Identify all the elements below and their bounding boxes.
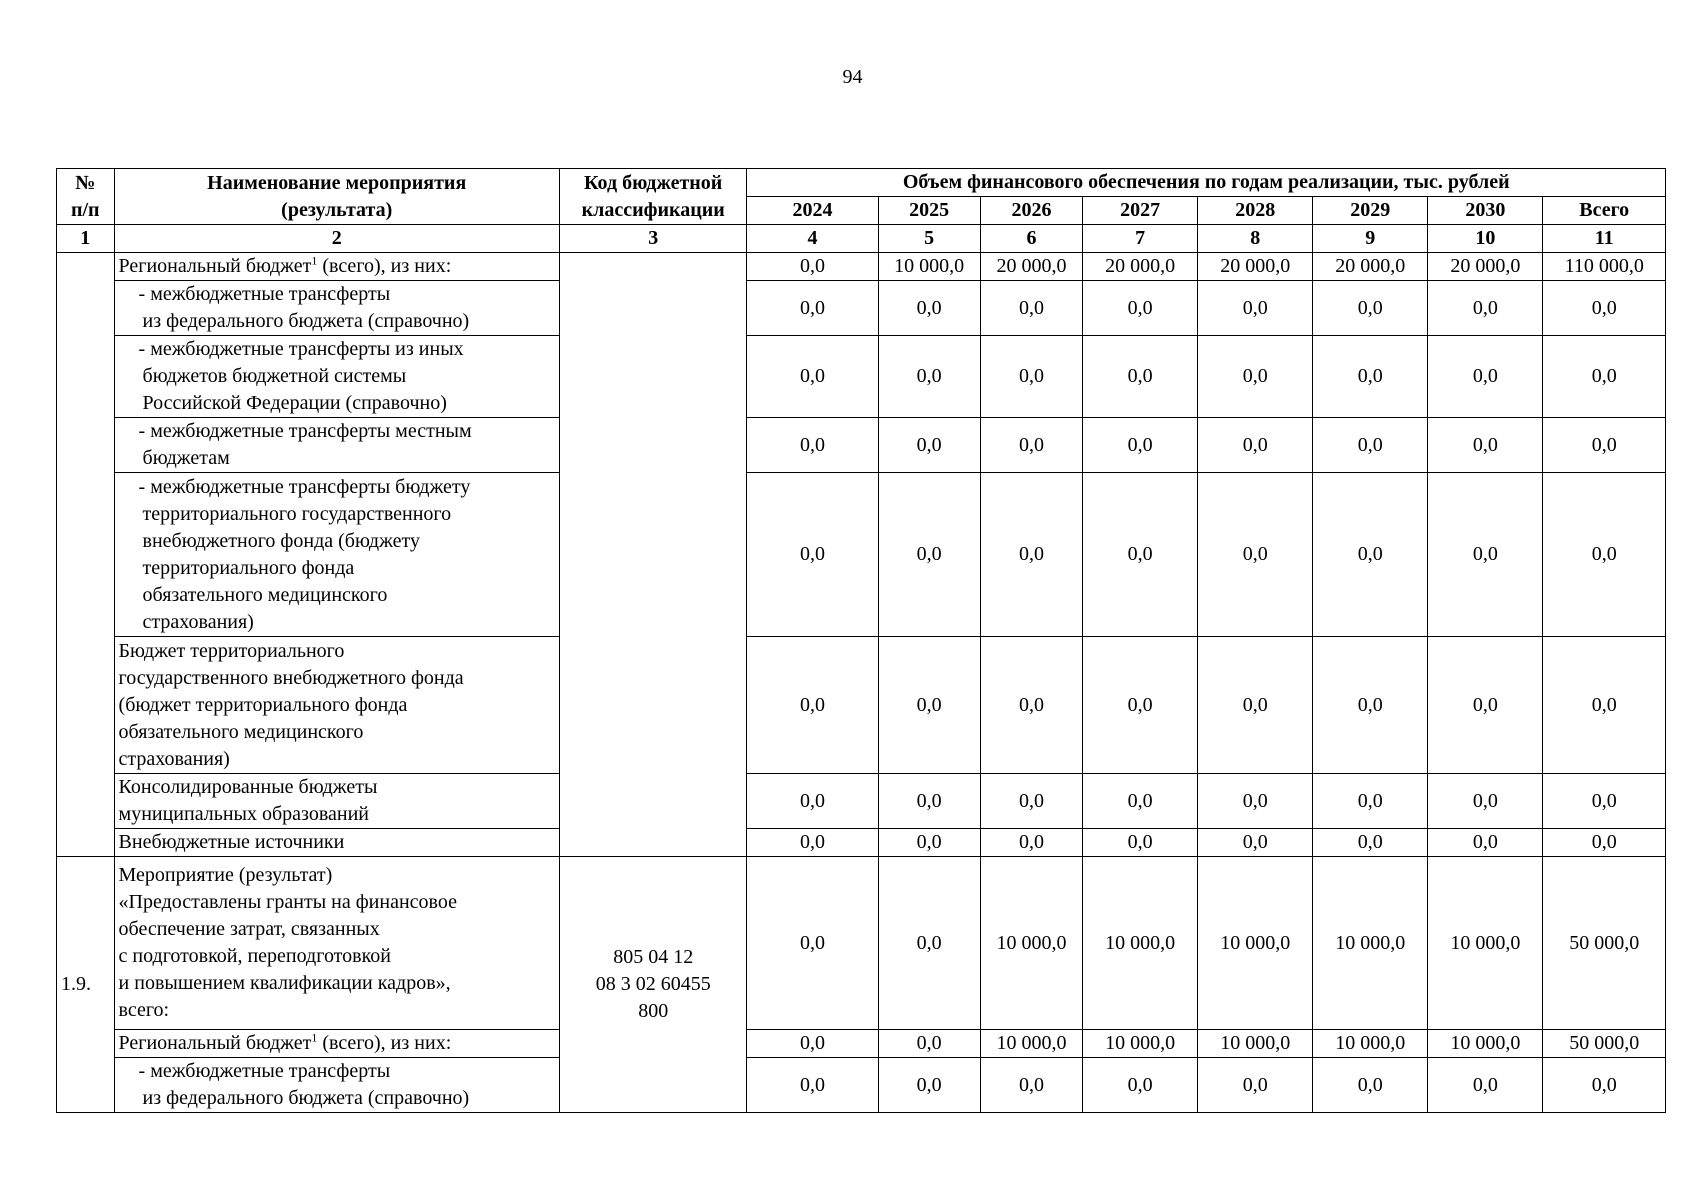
header-year-2030: 2030 xyxy=(1428,197,1543,225)
column-index: 7 xyxy=(1083,225,1198,253)
column-index: 5 xyxy=(878,225,980,253)
header-col-name-line1: Наименование мероприятия xyxy=(207,171,467,194)
value-cell: 0,0 xyxy=(1543,336,1666,418)
value-cell: 0,0 xyxy=(747,637,878,774)
column-index: 1 xyxy=(57,225,115,253)
header-col-code-line1: Код бюджетной xyxy=(584,171,723,194)
header-year-2025: 2025 xyxy=(878,197,980,225)
footnote-marker: 1 xyxy=(311,1030,318,1045)
value-cell: 0,0 xyxy=(878,774,980,829)
value-cell: 0,0 xyxy=(878,336,980,418)
value-cell: 0,0 xyxy=(980,637,1082,774)
value-cell: 0,0 xyxy=(747,473,878,637)
header-col-name-line2: (результата) xyxy=(281,198,393,221)
value-cell: 0,0 xyxy=(747,336,878,418)
row-name xyxy=(114,829,559,857)
value-cell: 0,0 xyxy=(1543,774,1666,829)
row-name-line xyxy=(119,1030,555,1057)
value-cell: 0,0 xyxy=(747,1030,878,1058)
value-cell: 0,0 xyxy=(1198,281,1313,336)
column-index: 4 xyxy=(747,225,878,253)
value-cell: 0,0 xyxy=(1313,336,1428,418)
value-cell: 0,0 xyxy=(1313,473,1428,637)
value-cell: 0,0 xyxy=(980,774,1082,829)
header-year-2026: 2026 xyxy=(980,197,1082,225)
value-cell: 110 000,0 xyxy=(1543,253,1666,281)
row-name-line: государственного внебюджетного фонда xyxy=(118,666,464,689)
value-cell: 10 000,0 xyxy=(980,1030,1082,1058)
table-row xyxy=(57,637,1666,774)
value-cell: 0,0 xyxy=(1083,473,1198,637)
value-cell: 0,0 xyxy=(980,829,1082,857)
value-cell: 10 000,0 xyxy=(1083,1030,1198,1058)
value-cell: 0,0 xyxy=(878,637,980,774)
financing-table xyxy=(56,168,1666,1113)
row-name-suffix: (всего), из них: xyxy=(317,255,452,277)
value-cell: 0,0 xyxy=(878,418,980,473)
header-col-code-line2: классификации xyxy=(581,198,725,221)
row-name-line: обеспечение затрат, связанных xyxy=(118,918,380,940)
value-cell: 0,0 xyxy=(747,774,878,829)
column-index: 2 xyxy=(114,225,559,253)
value-cell: 20 000,0 xyxy=(1083,253,1198,281)
value-cell: 0,0 xyxy=(1428,774,1543,829)
value-cell: 0,0 xyxy=(1543,1058,1666,1113)
row-name-line: - межбюджетные трансферты xyxy=(138,1060,391,1082)
value-cell: 0,0 xyxy=(1543,418,1666,473)
header-col-name xyxy=(114,169,559,225)
value-cell: 0,0 xyxy=(1313,281,1428,336)
value-cell: 10 000,0 xyxy=(1313,1030,1428,1058)
row-name-line: из федерального бюджета (справочно) xyxy=(142,310,470,332)
budget-code-line: 800 xyxy=(638,1000,669,1022)
value-cell: 0,0 xyxy=(747,1058,878,1113)
value-cell: 10 000,0 xyxy=(1428,1030,1543,1058)
header-year-Всего: Всего xyxy=(1543,197,1666,225)
row-name-suffix: (всего), из них: xyxy=(317,1032,452,1054)
row-name-line: и повышением квалификации кадров», xyxy=(118,972,451,994)
header-col-num xyxy=(57,169,115,225)
value-cell: 0,0 xyxy=(878,473,980,637)
table-row xyxy=(57,1030,1666,1058)
row-name-line: «Предоставлены гранты на финансовое xyxy=(118,891,457,913)
page-number: 94 xyxy=(842,66,863,88)
row-name-line xyxy=(119,253,555,280)
row-number xyxy=(57,253,115,857)
value-cell: 0,0 xyxy=(878,281,980,336)
row-name-line: территориального государственного xyxy=(142,502,452,525)
value-cell: 0,0 xyxy=(1198,473,1313,637)
row-name xyxy=(114,281,559,336)
row-name-line: Внебюджетные источники xyxy=(118,831,345,853)
table-row xyxy=(57,857,1666,1030)
value-cell: 0,0 xyxy=(747,857,878,1030)
header-row-1 xyxy=(57,169,1666,197)
value-cell: 10 000,0 xyxy=(1428,857,1543,1030)
value-cell: 0,0 xyxy=(1428,637,1543,774)
value-cell: 0,0 xyxy=(980,1058,1082,1113)
value-cell: 0,0 xyxy=(1198,418,1313,473)
column-index: 3 xyxy=(559,225,747,253)
row-name-line: страхования) xyxy=(142,610,254,633)
value-cell: 10 000,0 xyxy=(1198,857,1313,1030)
column-index: 10 xyxy=(1428,225,1543,253)
row-name-line: территориального фонда xyxy=(142,556,355,579)
value-cell: 0,0 xyxy=(980,418,1082,473)
row-name-line: - межбюджетные трансферты местным xyxy=(138,420,472,442)
value-cell: 0,0 xyxy=(1083,418,1198,473)
table-row xyxy=(57,1058,1666,1113)
row-name-line: из федерального бюджета (справочно) xyxy=(142,1087,470,1109)
row-name-line: муниципальных образований xyxy=(118,803,369,825)
row-name-line: всего: xyxy=(118,999,170,1021)
row-name xyxy=(114,253,559,281)
value-cell: 0,0 xyxy=(878,1058,980,1113)
value-cell: 0,0 xyxy=(1313,774,1428,829)
column-index: 8 xyxy=(1198,225,1313,253)
row-name-line: внебюджетного фонда (бюджету xyxy=(142,529,420,552)
row-name xyxy=(114,336,559,418)
table-row xyxy=(57,336,1666,418)
value-cell: 0,0 xyxy=(1313,418,1428,473)
budget-code-line: 805 04 12 xyxy=(613,946,694,968)
value-cell: 10 000,0 xyxy=(1198,1030,1313,1058)
value-cell: 0,0 xyxy=(1198,774,1313,829)
value-cell: 20 000,0 xyxy=(980,253,1082,281)
header-col-num-line1: № xyxy=(75,171,96,194)
row-name xyxy=(114,637,559,774)
budget-code xyxy=(559,253,747,857)
value-cell: 0,0 xyxy=(1543,281,1666,336)
row-name-line: страхования) xyxy=(118,747,230,770)
value-cell: 0,0 xyxy=(1313,637,1428,774)
value-cell: 10 000,0 xyxy=(1313,857,1428,1030)
column-index: 9 xyxy=(1313,225,1428,253)
value-cell: 50 000,0 xyxy=(1543,1030,1666,1058)
value-cell: 0,0 xyxy=(747,253,878,281)
row-name-line: - межбюджетные трансферты бюджету xyxy=(138,475,471,498)
value-cell: 0,0 xyxy=(1198,336,1313,418)
value-cell: 0,0 xyxy=(1543,473,1666,637)
header-year-2024: 2024 xyxy=(747,197,878,225)
row-name xyxy=(114,1058,559,1113)
footnote-marker: 1 xyxy=(311,253,318,268)
table-row xyxy=(57,473,1666,637)
value-cell: 10 000,0 xyxy=(980,857,1082,1030)
value-cell: 0,0 xyxy=(1428,829,1543,857)
column-index: 6 xyxy=(980,225,1082,253)
value-cell: 0,0 xyxy=(747,829,878,857)
value-cell: 0,0 xyxy=(1083,1058,1198,1113)
value-cell: 0,0 xyxy=(1198,637,1313,774)
row-name-line: обязательного медицинского xyxy=(118,720,364,743)
value-cell: 0,0 xyxy=(878,829,980,857)
value-cell: 0,0 xyxy=(1083,774,1198,829)
value-cell: 0,0 xyxy=(1083,336,1198,418)
value-cell: 0,0 xyxy=(878,1030,980,1058)
value-cell: 0,0 xyxy=(1198,1058,1313,1113)
value-cell: 0,0 xyxy=(1428,281,1543,336)
value-cell: 0,0 xyxy=(1083,637,1198,774)
table-row xyxy=(57,829,1666,857)
table-row xyxy=(57,281,1666,336)
row-name xyxy=(114,774,559,829)
row-name xyxy=(114,418,559,473)
row-name-text: Региональный бюджет xyxy=(118,1032,312,1054)
value-cell: 20 000,0 xyxy=(1313,253,1428,281)
value-cell: 0,0 xyxy=(980,336,1082,418)
value-cell: 0,0 xyxy=(1428,473,1543,637)
value-cell: 0,0 xyxy=(980,281,1082,336)
value-cell: 0,0 xyxy=(1198,829,1313,857)
table-row xyxy=(57,774,1666,829)
value-cell: 10 000,0 xyxy=(1083,857,1198,1030)
row-name-line: бюджетам xyxy=(142,447,230,469)
header-year-2029: 2029 xyxy=(1313,197,1428,225)
row-name-line: Мероприятие (результат) xyxy=(118,864,333,886)
header-col-num-line2: п/п xyxy=(70,198,100,221)
row-name-line: обязательного медицинского xyxy=(142,583,388,606)
header-col-code xyxy=(559,169,747,225)
row-name-line: бюджетов бюджетной системы xyxy=(142,365,407,387)
value-cell: 0,0 xyxy=(747,281,878,336)
row-number: 1.9. xyxy=(57,857,115,1113)
header-col-volume: Объем финансового обеспечения по годам реализации, тыс. рублей xyxy=(747,169,1666,197)
row-name xyxy=(114,857,559,1030)
row-name xyxy=(114,473,559,637)
header-row-index xyxy=(57,225,1666,253)
value-cell: 50 000,0 xyxy=(1543,857,1666,1030)
row-name-text: Региональный бюджет xyxy=(118,255,312,277)
table-body xyxy=(57,253,1666,1113)
value-cell: 20 000,0 xyxy=(1198,253,1313,281)
value-cell: 0,0 xyxy=(1428,418,1543,473)
value-cell: 0,0 xyxy=(1428,1058,1543,1113)
value-cell: 0,0 xyxy=(1543,829,1666,857)
row-name-line: - межбюджетные трансферты xyxy=(138,283,391,305)
value-cell: 0,0 xyxy=(1313,829,1428,857)
value-cell: 0,0 xyxy=(747,418,878,473)
budget-code xyxy=(559,857,747,1113)
header-year-2028: 2028 xyxy=(1198,197,1313,225)
table-row xyxy=(57,253,1666,281)
value-cell: 20 000,0 xyxy=(1428,253,1543,281)
row-name-line: - межбюджетные трансферты из иных xyxy=(138,338,464,360)
row-name-line: Консолидированные бюджеты xyxy=(118,776,378,798)
value-cell: 0,0 xyxy=(1083,281,1198,336)
row-name-line: с подготовкой, переподготовкой xyxy=(118,945,392,967)
table-row xyxy=(57,418,1666,473)
value-cell: 0,0 xyxy=(1083,829,1198,857)
value-cell: 0,0 xyxy=(1543,637,1666,774)
row-name xyxy=(114,1030,559,1058)
value-cell: 0,0 xyxy=(980,473,1082,637)
row-name-line: Бюджет территориального xyxy=(118,639,345,662)
budget-code-line: 08 3 02 60455 xyxy=(595,973,711,995)
value-cell: 0,0 xyxy=(1428,336,1543,418)
row-name-line: (бюджет территориального фонда xyxy=(118,693,408,716)
row-name-line: Российской Федерации (справочно) xyxy=(142,392,447,414)
value-cell: 0,0 xyxy=(1313,1058,1428,1113)
column-index: 11 xyxy=(1543,225,1666,253)
value-cell: 0,0 xyxy=(878,857,980,1030)
value-cell: 10 000,0 xyxy=(878,253,980,281)
header-year-2027: 2027 xyxy=(1083,197,1198,225)
